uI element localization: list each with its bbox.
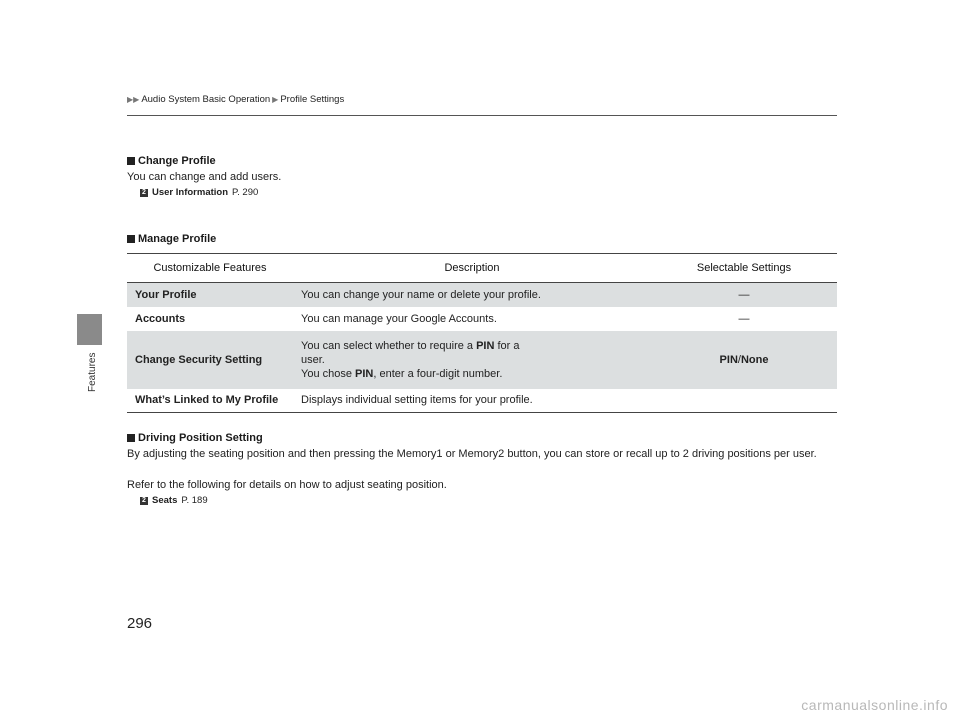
change-profile-heading <box>127 155 216 167</box>
feature-description <box>293 331 651 389</box>
desc-text: You chose <box>301 367 356 380</box>
feature-name: Accounts <box>135 312 186 325</box>
table-row <box>127 283 837 307</box>
column-header-settings: Selectable Settings <box>651 254 837 283</box>
feature-settings <box>651 331 837 389</box>
pin-term: PIN <box>476 339 495 352</box>
reference-arrow-icon: 2 <box>140 189 148 197</box>
feature-settings: — <box>651 283 837 307</box>
manage-profile-table <box>127 253 837 413</box>
column-header-description: Description <box>293 254 651 283</box>
table-row <box>127 389 837 413</box>
user-information-reference[interactable] <box>140 187 258 198</box>
change-profile-text: You can change and add users. <box>127 171 282 183</box>
reference-arrow-icon: 2 <box>140 497 148 505</box>
column-header-features: Customizable Features <box>127 254 293 283</box>
change-profile-heading-text: Change Profile <box>138 155 216 167</box>
square-bullet-icon <box>127 434 135 442</box>
feature-description: You can manage your Google Accounts. <box>301 312 497 325</box>
setting-option-none: None <box>740 353 769 366</box>
table-row <box>127 331 837 389</box>
square-bullet-icon <box>127 157 135 165</box>
desc-text: , enter a four-digit number. <box>373 367 503 380</box>
seats-reference[interactable] <box>140 495 208 506</box>
side-section-label: Features <box>87 352 98 392</box>
table-header-row <box>127 254 837 283</box>
feature-settings: — <box>738 312 750 325</box>
section-tab-marker <box>77 314 102 345</box>
desc-text: You can select whether to require a <box>301 339 477 352</box>
reference-label[interactable]: User Information <box>152 187 229 198</box>
manage-profile-heading-text: Manage Profile <box>138 233 217 245</box>
breadcrumb-part-profile-settings[interactable]: Profile Settings <box>280 94 345 105</box>
driving-position-refer-text: Refer to the following for details on how to adjust seating position. <box>127 479 447 491</box>
setting-option-pin: PIN <box>719 353 738 366</box>
feature-description: Displays individual setting items for your profile. <box>293 389 651 413</box>
pin-term: PIN <box>355 367 374 380</box>
desc-text: for a user. <box>301 339 520 366</box>
header-divider <box>127 115 837 116</box>
reference-page[interactable]: P. 189 <box>181 495 208 506</box>
feature-name: Change Security Setting <box>127 331 293 389</box>
driving-position-text: By adjusting the seating position and then pressing the Memory1 or Memory2 button, you can store or recall up to 2 driving positions per user. <box>127 448 817 460</box>
driving-position-heading <box>127 432 263 444</box>
feature-settings <box>651 389 837 413</box>
reference-label[interactable]: Seats <box>152 495 178 506</box>
breadcrumb <box>127 94 344 105</box>
watermark: carmanualsonline.info <box>801 697 948 713</box>
feature-name: What’s Linked to My Profile <box>127 389 293 413</box>
reference-page[interactable]: P. 290 <box>232 187 259 198</box>
driving-position-heading-text: Driving Position Setting <box>138 432 263 444</box>
setting-separator: / <box>737 353 741 366</box>
chevron-right-icon: ▶ <box>272 95 279 104</box>
page-number: 296 <box>127 615 153 632</box>
breadcrumb-part-audio-system[interactable]: Audio System Basic Operation <box>141 94 271 105</box>
manage-profile-heading <box>127 233 216 245</box>
square-bullet-icon <box>127 235 135 243</box>
table-row <box>127 307 837 331</box>
feature-description: You can change your name or delete your profile. <box>293 283 651 307</box>
double-chevron-right-icon: ▶▶ <box>127 95 140 104</box>
feature-name: Your Profile <box>127 283 293 307</box>
